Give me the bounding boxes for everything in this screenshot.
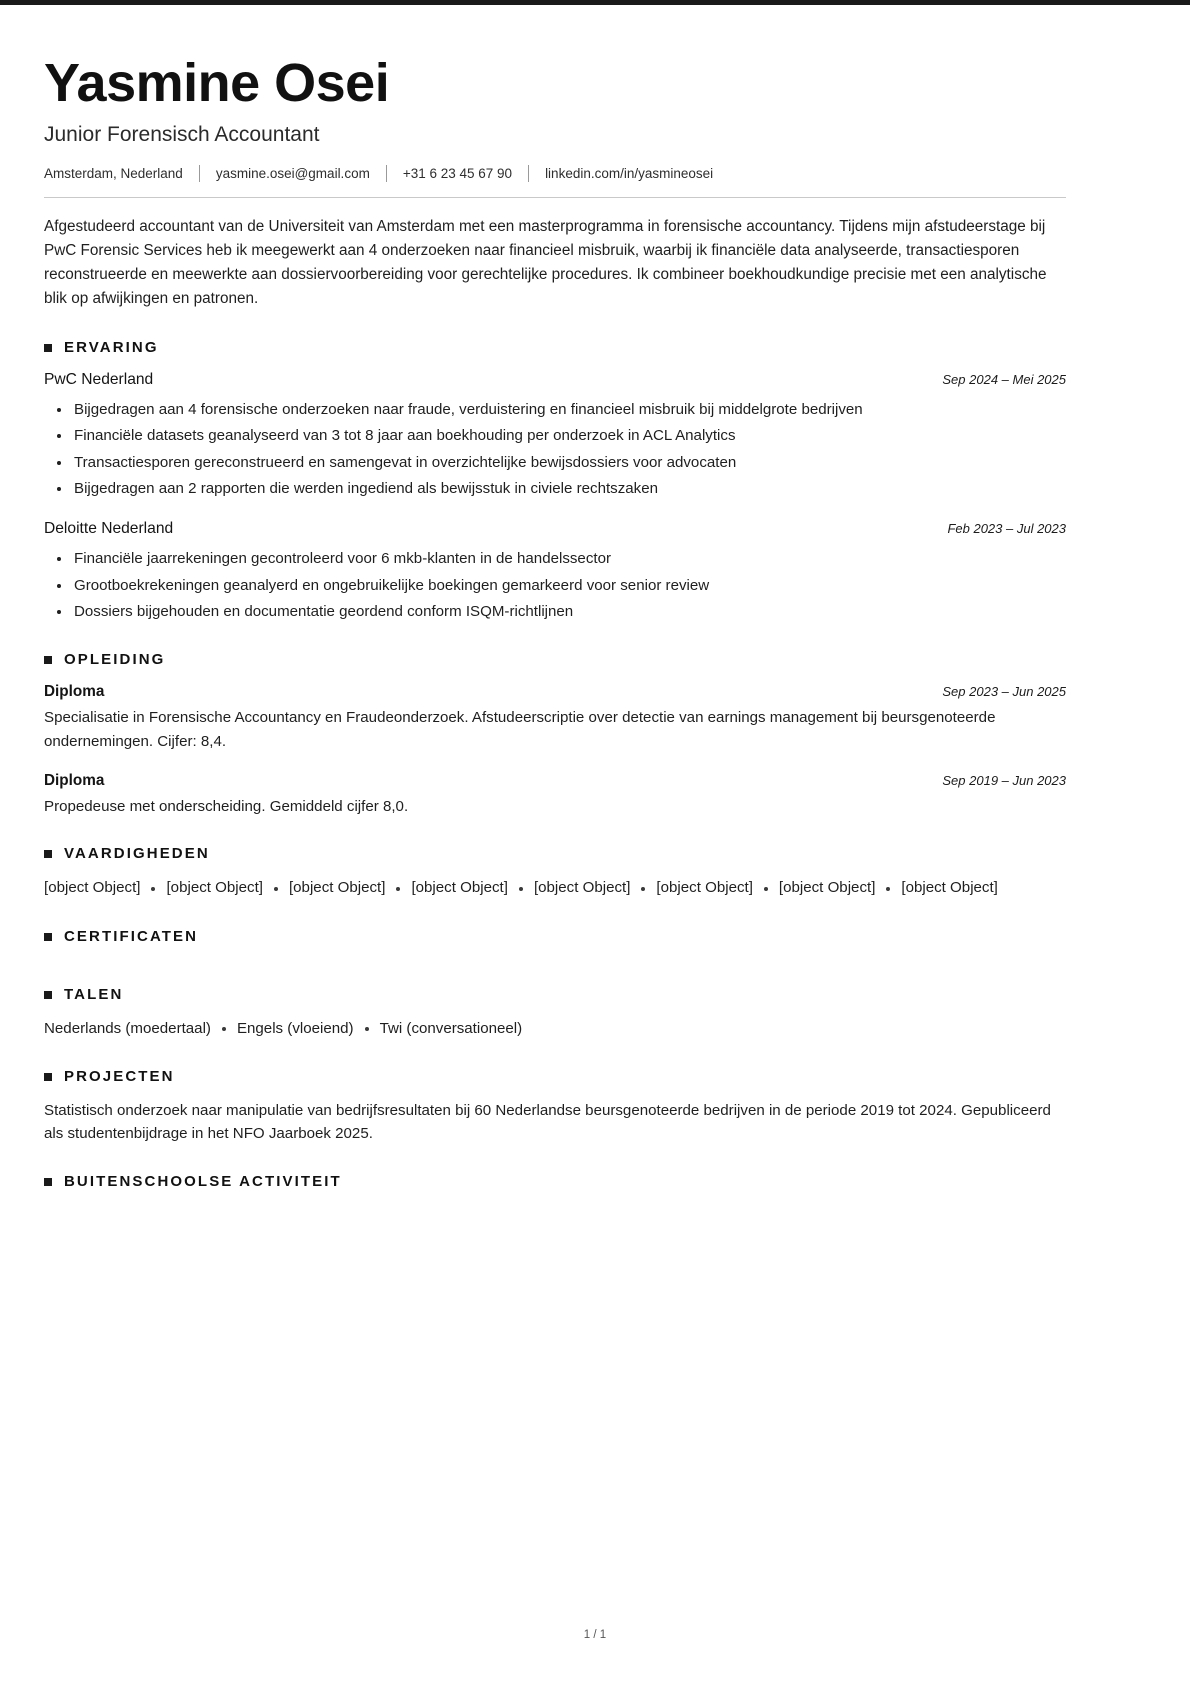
profile-summary: Afgestudeerd accountant van de Universiteit van Amsterdam met een masterprogramma in forensische accountancy. Tijdens mijn afstudeerstage bij PwC Forensic Services heb ik meegewerkt aan 4 onderzoeken naar financieel misbruik, waarbij ik financiële data analyseerde, transactiesporen reconstrueerde en meewerkte aan dossiervoorbereiding voor gerechtelijke procedures. Ik combineer boekhoudkundige precisie met een analytische blik op afwijkingen en patronen. [44,217,1047,308]
list-item: [object Object] [411,879,508,897]
square-bullet-icon [44,991,52,999]
section-title-projects [44,1068,1066,1085]
section-title-label: VAARDIGHEDEN [64,845,210,863]
entry-header [44,519,1066,539]
separator-dot-icon [641,887,645,891]
separator-dot-icon [222,1027,226,1031]
education-entry [44,682,1066,753]
list-item: [object Object] [288,879,386,897]
square-bullet-icon [44,1178,52,1186]
section-projects [44,1068,1066,1146]
contact-bar [44,165,1066,182]
section-title-label: OPLEIDING [64,651,166,669]
section-title-languages [44,986,1066,1003]
list-item: Engels (vloeiend) [236,1019,354,1037]
section-title-experience [44,339,1066,356]
header-divider [44,197,1066,198]
section-extracurricular [44,1173,1066,1204]
list-item: [object Object] [44,879,141,897]
experience-entry [44,519,1066,624]
square-bullet-icon [44,933,52,941]
employment-dates: Sep 2024 – Mei 2025 [942,371,1066,387]
experience-bullets [44,548,1066,624]
section-education [44,651,1066,818]
square-bullet-icon [44,344,52,352]
contact-divider [386,165,387,182]
section-title-extracurricular [44,1173,1066,1190]
section-experience [44,339,1066,625]
contact-linkedin[interactable]: linkedin.com/in/yasmineosei [545,165,714,181]
section-title-label: BUITENSCHOOLSE ACTIVITEIT [64,1172,342,1190]
contact-phone[interactable]: +31 6 23 45 67 90 [402,165,513,181]
section-title-label: CERTIFICATEN [64,927,199,945]
entry-header [44,682,1066,702]
list-item: Bijgedragen aan 4 forensische onderzoeken naar fraude, verduistering en financieel misbruik bij middelgrote bedrijven [74,399,1066,422]
section-skills [44,845,1066,900]
languages-list [44,1017,1066,1041]
separator-dot-icon [519,887,523,891]
contact-divider [199,165,200,182]
employer-name: PwC Nederland [44,370,154,388]
list-item: [object Object] [533,879,631,897]
section-languages [44,986,1066,1041]
list-item: Financiële jaarrekeningen gecontroleerd voor 6 mkb-klanten in de handelssector [74,548,1066,571]
skills-list [44,876,1066,900]
experience-entry [44,370,1066,502]
separator-dot-icon [886,887,890,891]
projects-description: Statistisch onderzoek naar manipulatie van bedrijfsresultaten bij 60 Nederlandse beursgenoteerde bedrijven in de periode 2019 tot 2024. Gepubliceerd als studentenbijdrage in het NFO Jaarboek 2025. [44,1101,1051,1143]
contact-email[interactable]: yasmine.osei@gmail.com [215,165,370,181]
contact-location: Amsterdam, Nederland [44,165,183,181]
section-title-label: TALEN [64,985,124,1003]
employment-dates: Feb 2023 – Jul 2023 [947,521,1066,537]
square-bullet-icon [44,656,52,664]
separator-dot-icon [274,887,278,891]
education-entry [44,771,1066,818]
list-item: Financiële datasets geanalyseerd van 3 tot 8 jaar aan boekhouding per onderzoek in ACL Analytics [74,425,1066,448]
list-item: Transactiesporen gereconstrueerd en samengevat in overzichtelijke bewijsdossiers voor advocaten [74,452,1066,475]
entry-header [44,370,1066,390]
job-headline: Junior Forensisch Accountant [44,122,320,146]
resume-content [0,5,1190,1204]
separator-dot-icon [151,887,155,891]
square-bullet-icon [44,1073,52,1081]
page-indicator: 1 / 1 [583,1629,607,1641]
square-bullet-icon [44,850,52,858]
list-item: Grootboekrekeningen geanalyerd en ongebruikelijke boekingen gemarkeerd voor senior review [74,575,1066,598]
education-description: Specialisatie in Forensische Accountancy en Fraudeonderzoek. Afstudeerscriptie over detectie van earnings management bij beursgenoteerde ondernemingen. Cijfer: 8,4. [44,708,996,750]
separator-dot-icon [365,1027,369,1031]
separator-dot-icon [764,887,768,891]
resume-header [44,55,1066,198]
experience-bullets [44,399,1066,501]
education-dates: Sep 2023 – Jun 2025 [942,684,1066,700]
section-title-label: PROJECTEN [64,1067,175,1085]
separator-dot-icon [396,887,400,891]
degree-name: Diploma [44,772,105,790]
list-item: [object Object] [656,879,753,897]
list-item: [object Object] [901,879,998,897]
entry-header [44,771,1066,791]
list-item: Nederlands (moedertaal) [44,1019,211,1037]
section-title-skills [44,845,1066,862]
education-dates: Sep 2019 – Jun 2023 [942,773,1066,789]
list-item: [object Object] [166,879,263,897]
section-title-label: ERVARING [64,338,159,356]
education-description: Propedeuse met onderscheiding. Gemiddeld cijfer 8,0. [44,797,409,815]
list-item: Dossiers bijgehouden en documentatie geordend conform ISQM-richtlijnen [74,601,1066,624]
degree-name: Diploma [44,683,105,701]
employer-name: Deloitte Nederland [44,520,174,538]
contact-divider [528,165,529,182]
section-title-education [44,651,1066,668]
page-footer [0,1629,1190,1641]
list-item: Twi (conversationeel) [379,1019,523,1037]
section-title-certificates [44,928,1066,945]
list-item: [object Object] [778,879,876,897]
page-title: Yasmine Osei [44,53,390,113]
section-certificates [44,928,1066,959]
list-item: Bijgedragen aan 2 rapporten die werden ingediend als bewijsstuk in civiele rechtszaken [74,478,1066,501]
